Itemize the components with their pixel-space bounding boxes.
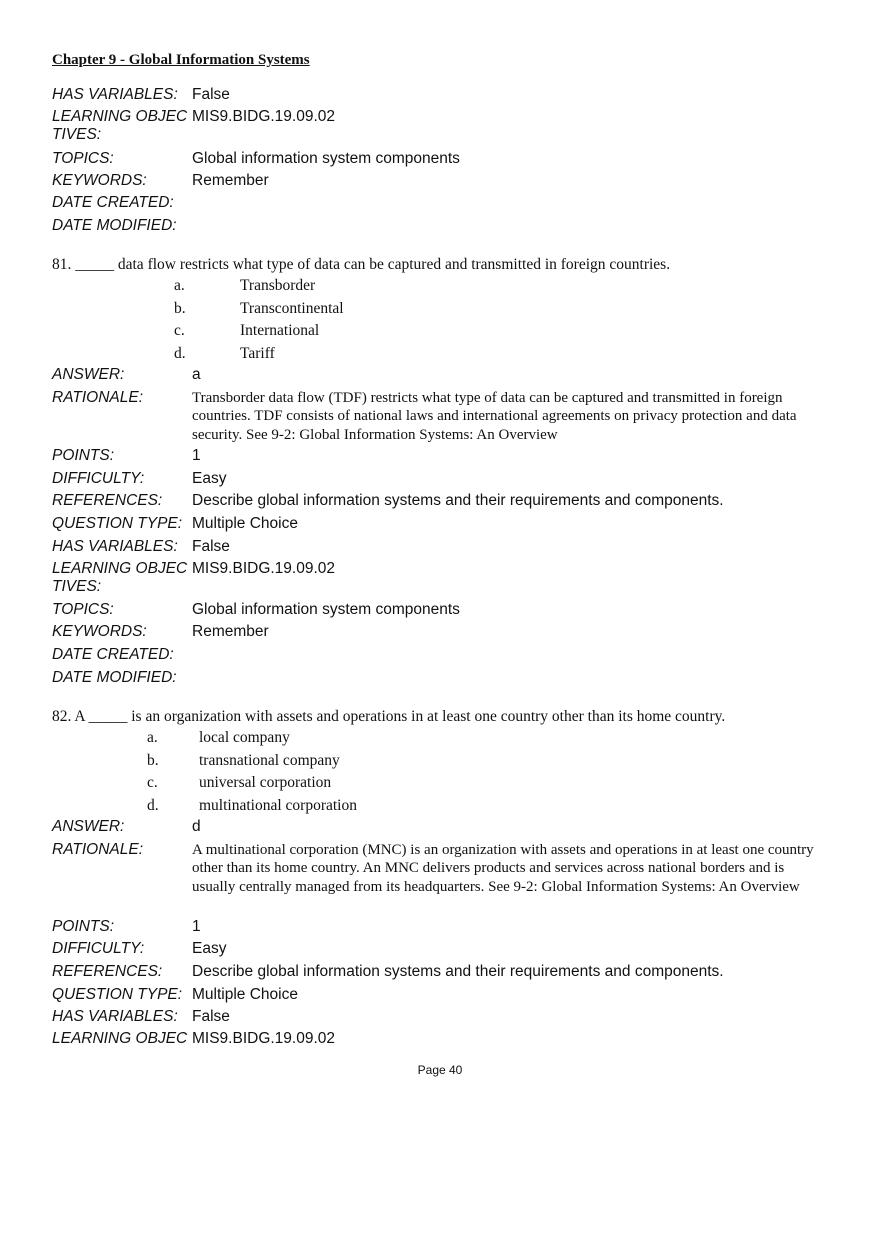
field-label: ANSWER:	[52, 818, 125, 835]
field-value: Describe global information systems and their requirements and components.	[192, 492, 724, 509]
option-letter: c.	[147, 774, 158, 791]
field-label: REFERENCES:	[52, 492, 163, 509]
option-text: transnational company	[199, 752, 340, 769]
option-letter: a.	[147, 729, 158, 746]
field-label: REFERENCES:	[52, 963, 163, 980]
field-value: Describe global information systems and their requirements and components.	[192, 963, 724, 980]
rationale-text: A multinational corporation (MNC) is an organization with assets and operations in at least one country other than its home country. An MNC delivers products and services across national borders and is usually centrally managed from its headquarters. See 9-2: Global Information Systems: An Overview	[192, 842, 814, 895]
field-value: MIS9.BIDG.19.09.02	[192, 1030, 336, 1047]
field-label: DIFFICULTY:	[52, 940, 145, 957]
field-value: Remember	[192, 623, 269, 640]
option-text: multinational corporation	[199, 797, 357, 814]
field-label: RATIONALE:	[52, 389, 144, 406]
field-label: LEARNING OBJEC	[52, 560, 188, 577]
field-label: KEYWORDS:	[52, 623, 147, 640]
field-label-cont: TIVES:	[52, 578, 102, 595]
chapter-title: Chapter 9 - Global Information Systems	[52, 52, 310, 68]
field-label: POINTS:	[52, 918, 115, 935]
option-letter: d.	[147, 797, 159, 814]
option-text: universal corporation	[199, 774, 332, 791]
field-value: Global information system components	[192, 601, 460, 618]
question-81-text: 81. _____ data flow restricts what type of data can be captured and transmitted in foreign countries.	[52, 256, 671, 273]
option-letter: b.	[147, 752, 159, 769]
option-text: Transborder	[240, 277, 316, 294]
page-number: Page 40	[417, 1063, 463, 1077]
field-value: Easy	[192, 940, 227, 957]
field-label: LEARNING OBJEC	[52, 108, 188, 125]
field-label: DATE CREATED:	[52, 194, 174, 211]
field-label: TOPICS:	[52, 150, 114, 167]
field-label: DATE MODIFIED:	[52, 217, 177, 234]
option-text: Transcontinental	[240, 300, 344, 317]
field-value: False	[192, 86, 230, 103]
option-letter: a.	[174, 277, 185, 294]
option-letter: d.	[174, 345, 186, 362]
field-value: 1	[192, 918, 201, 935]
option-text: International	[240, 322, 320, 339]
field-label: POINTS:	[52, 447, 115, 464]
field-label: DATE MODIFIED:	[52, 669, 177, 686]
field-value: Remember	[192, 172, 269, 189]
option-text: Tariff	[240, 345, 275, 362]
field-label: KEYWORDS:	[52, 172, 147, 189]
field-value: a	[192, 366, 201, 383]
field-label: ANSWER:	[52, 366, 125, 383]
field-label: DIFFICULTY:	[52, 470, 145, 487]
field-label: QUESTION TYPE:	[52, 986, 183, 1003]
field-label-cont: TIVES:	[52, 126, 102, 143]
field-label: TOPICS:	[52, 601, 114, 618]
option-text: local company	[199, 729, 290, 746]
field-value: False	[192, 538, 230, 555]
field-value: d	[192, 818, 201, 835]
field-label: LEARNING OBJEC	[52, 1030, 188, 1047]
rationale-text: Transborder data flow (TDF) restricts what type of data can be captured and transmitted in foreign countries. TDF consists of national laws and international agreements on privacy protection and data security. See 9-2: Global Information Systems: An Overview	[192, 390, 797, 443]
field-value: Multiple Choice	[192, 515, 298, 532]
field-label: DATE CREATED:	[52, 646, 174, 663]
field-value: Easy	[192, 470, 227, 487]
field-value: False	[192, 1008, 230, 1025]
field-value: 1	[192, 447, 201, 464]
field-value: MIS9.BIDG.19.09.02	[192, 560, 336, 577]
option-letter: b.	[174, 300, 186, 317]
field-label: HAS VARIABLES:	[52, 538, 178, 555]
field-value: Multiple Choice	[192, 986, 298, 1003]
field-value: MIS9.BIDG.19.09.02	[192, 108, 336, 125]
option-letter: c.	[174, 322, 185, 339]
question-82-text: 82. A _____ is an organization with assets and operations in at least one country other than its home country.	[52, 708, 726, 725]
field-value: Global information system components	[192, 150, 460, 167]
field-label: QUESTION TYPE:	[52, 515, 183, 532]
field-label: HAS VARIABLES:	[52, 1008, 178, 1025]
field-label: RATIONALE:	[52, 841, 144, 858]
field-label: HAS VARIABLES:	[52, 86, 178, 103]
